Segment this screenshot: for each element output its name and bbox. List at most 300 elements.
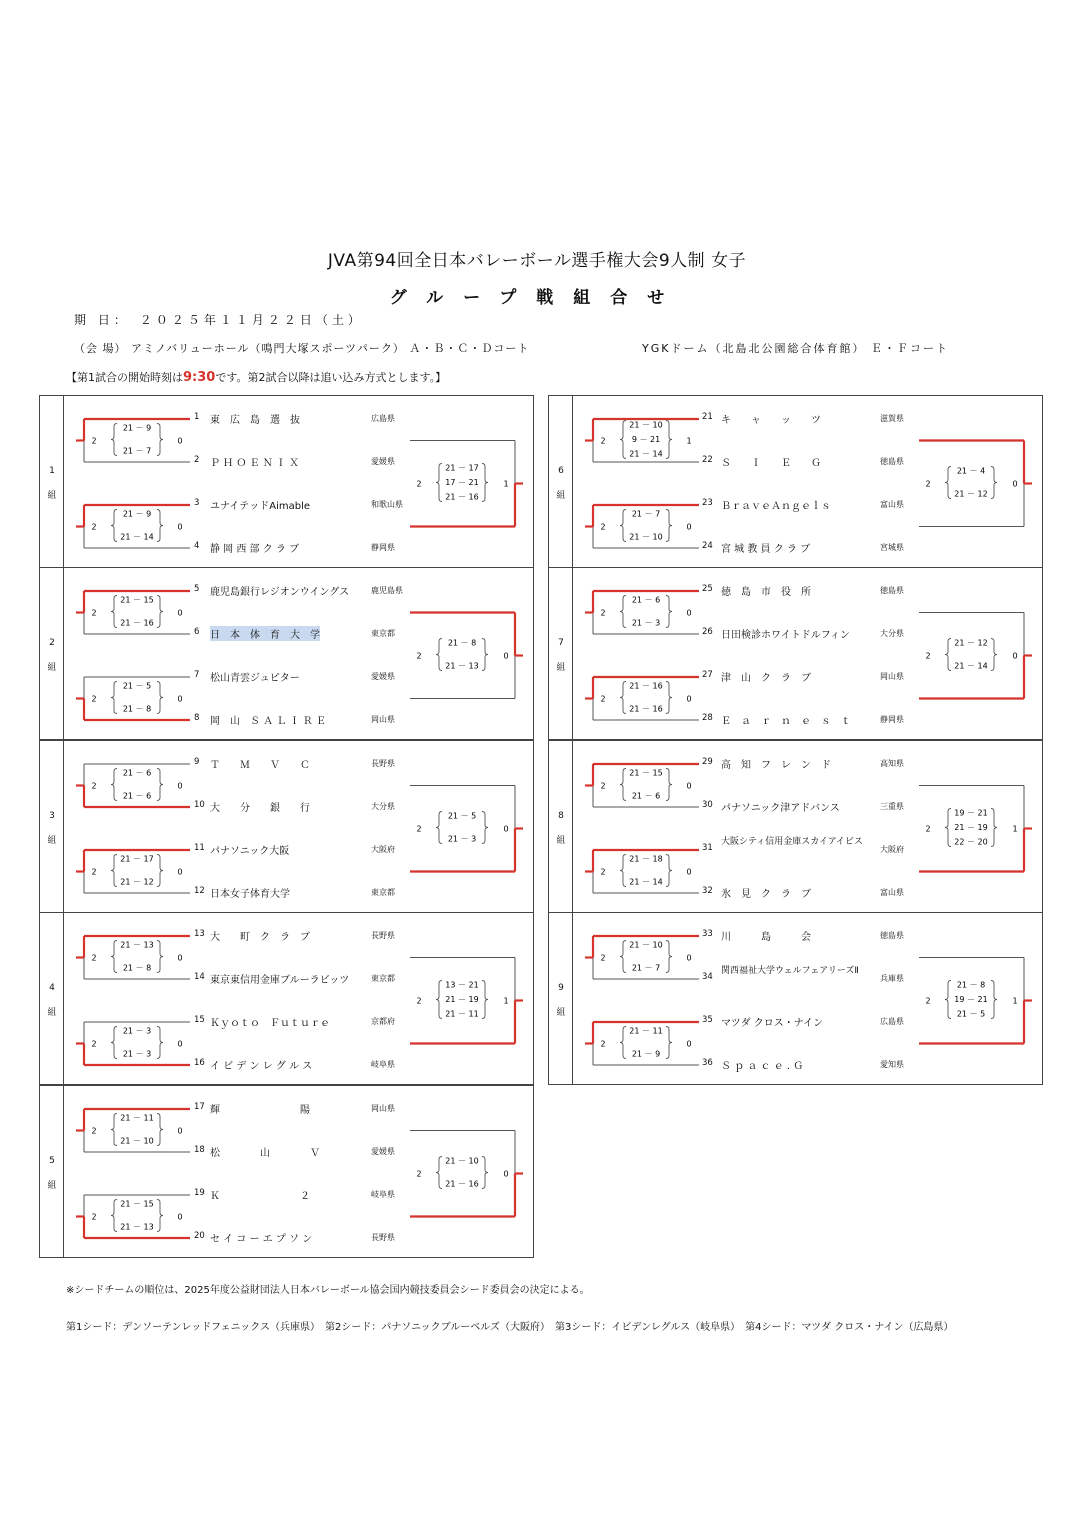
final-sets-upper: 2: [416, 824, 422, 834]
team-name: Ｓ ｐ ａ ｃ ｅ . Ｇ: [721, 1061, 804, 1072]
set-score: 21 － 11: [120, 1113, 154, 1123]
score-brace-right: [157, 855, 163, 887]
group-8: [548, 740, 1043, 913]
score-brace-right: [666, 769, 672, 801]
team-seed-number: 36: [702, 1058, 713, 1068]
score-brace-right: [157, 1200, 163, 1232]
final-sets-upper: 2: [925, 824, 931, 834]
team-name: 日田検診ホワイトドルフィン: [721, 630, 850, 641]
team-name: パナソニック大阪: [210, 846, 290, 857]
team-seed-number: 35: [702, 1015, 713, 1025]
team-seed-number: 8: [194, 713, 200, 723]
set-score: 21 － 9: [631, 1049, 661, 1059]
team-prefecture: 長野県: [371, 1233, 395, 1242]
bracket-lines: [40, 1086, 535, 1259]
team-name: パナソニック津アドバンス: [721, 803, 840, 814]
team-name: ＢｒａｖｅＡｎｇｅｌｓ: [721, 501, 831, 512]
set-score: 21 － 6: [122, 768, 152, 778]
team-prefecture: 広島県: [371, 414, 395, 423]
set-score: 21 － 13: [120, 940, 154, 950]
team-prefecture: 徳島県: [880, 931, 904, 940]
set-score: 21 － 18: [629, 854, 663, 864]
set-score: 21 － 8: [956, 980, 986, 990]
set-score: 21 － 7: [122, 446, 152, 456]
team-name: 大 町 ク ラ ブ: [210, 932, 310, 943]
score-brace-left: [436, 1157, 442, 1189]
group-suffix: 組: [47, 1008, 57, 1018]
score-brace-left: [945, 809, 951, 847]
score-brace-right: [157, 596, 163, 628]
set-score: 21 － 3: [447, 834, 477, 844]
team-prefecture: 静岡県: [880, 715, 904, 724]
team-seed-number: 7: [194, 670, 200, 680]
set-score: 21 － 10: [629, 532, 663, 542]
team-name: 徳 島 市 役 所: [721, 587, 811, 598]
team-name: セ イ コ ー エ プ ソ ン: [210, 1234, 313, 1245]
set-score: 21 － 6: [631, 595, 661, 605]
score-brace-right: [482, 1157, 488, 1189]
score-brace-right: [157, 682, 163, 714]
team-name: 日 本 体 育 大 学: [210, 626, 320, 641]
team-prefecture: 富山県: [880, 500, 904, 509]
team-name: 日本女子体育大学: [210, 889, 290, 900]
score-brace-right: [666, 1027, 672, 1059]
group-number: 4: [49, 983, 55, 993]
group-suffix: 組: [47, 663, 57, 673]
team-prefecture: 徳島県: [880, 586, 904, 595]
score-brace-right: [157, 769, 163, 801]
team-seed-number: 13: [194, 929, 205, 939]
group-2: [39, 567, 534, 740]
score-brace-left: [436, 812, 442, 844]
team-prefecture: 徳島県: [880, 457, 904, 466]
team-prefecture: 鹿児島県: [371, 586, 403, 595]
sets-lost: 0: [686, 694, 692, 704]
set-score: 21 － 9: [122, 423, 152, 433]
sets-won: 2: [91, 522, 97, 532]
start-time-notice: [66, 369, 446, 385]
final-sets-lower: 1: [503, 996, 509, 1006]
team-seed-number: 30: [702, 800, 713, 810]
set-score: 9 － 21: [631, 435, 661, 444]
sets-won: 2: [600, 436, 606, 446]
score-brace-right: [157, 941, 163, 973]
team-prefecture: 岡山県: [371, 715, 395, 724]
set-score: 21 － 15: [120, 1199, 154, 1209]
set-score: 21 － 13: [120, 1222, 154, 1232]
team-seed-number: 27: [702, 670, 713, 680]
group-suffix: 組: [556, 1008, 566, 1018]
bracket-lines: [549, 568, 1044, 741]
score-brace-left: [620, 421, 626, 459]
team-name: 高 知 フ レ ン ド: [721, 760, 831, 771]
score-brace-right: [991, 467, 997, 499]
group-1: [39, 395, 534, 568]
set-score: 21 － 15: [120, 595, 154, 605]
team-seed-number: 3: [194, 498, 200, 508]
score-brace-right: [666, 855, 672, 887]
team-seed-number: 23: [702, 498, 713, 508]
set-score: 21 － 6: [631, 791, 661, 801]
set-score: 21 － 14: [954, 661, 988, 671]
sets-lost: 0: [686, 1039, 692, 1049]
score-brace-left: [111, 1200, 117, 1232]
group-6: [548, 395, 1043, 568]
team-name: Ｅ ａ ｒ ｎ ｅ ｓ ｔ: [721, 716, 851, 727]
score-brace-left: [111, 1027, 117, 1059]
start-time: 9:30: [183, 370, 216, 385]
score-brace-right: [991, 981, 997, 1019]
sets-lost: 1: [686, 436, 692, 446]
team-seed-number: 4: [194, 541, 200, 551]
bracket-lines: [40, 741, 535, 914]
set-score: 21 － 5: [122, 681, 152, 691]
set-score: 21 － 8: [447, 638, 477, 648]
sets-won: 2: [600, 781, 606, 791]
score-brace-left: [436, 464, 442, 502]
final-sets-lower: 0: [503, 824, 509, 834]
set-score: 21 － 17: [120, 854, 154, 864]
sets-lost: 0: [177, 1039, 183, 1049]
sets-lost: 0: [177, 1126, 183, 1136]
score-brace-right: [157, 1027, 163, 1059]
team-seed-number: 9: [194, 757, 200, 767]
sets-won: 2: [91, 436, 97, 446]
set-score: 21 － 5: [956, 1009, 986, 1019]
group-suffix: 組: [47, 491, 57, 501]
sets-lost: 0: [686, 522, 692, 532]
set-score: 19 － 21: [954, 808, 988, 818]
group-number: 1: [49, 466, 55, 476]
final-sets-lower: 0: [1012, 479, 1018, 489]
team-seed-number: 12: [194, 886, 205, 896]
set-score: 21 － 10: [629, 940, 663, 950]
sets-lost: 0: [686, 608, 692, 618]
team-prefecture: 大分県: [880, 629, 904, 638]
team-prefecture: 岐阜県: [371, 1060, 395, 1069]
team-name: 宮 城 教 員 ク ラ ブ: [721, 544, 811, 555]
notice-pre: 【第1試合の開始時刻は: [66, 371, 183, 384]
final-sets-upper: 2: [925, 996, 931, 1006]
final-sets-lower: 0: [1012, 651, 1018, 661]
sets-won: 2: [91, 1039, 97, 1049]
team-prefecture: 岐阜県: [371, 1190, 395, 1199]
sets-won: 2: [600, 867, 606, 877]
score-brace-right: [482, 639, 488, 671]
score-brace-left: [945, 981, 951, 1019]
team-seed-number: 10: [194, 800, 205, 810]
team-name: 氷 見 ク ラ ブ: [721, 889, 811, 900]
set-score: 21 － 8: [122, 704, 152, 714]
set-score: 21 － 10: [120, 1136, 154, 1146]
score-brace-left: [111, 1114, 117, 1146]
score-brace-right: [991, 639, 997, 671]
score-brace-left: [111, 596, 117, 628]
team-name: ユナイテッドAimable: [210, 501, 311, 512]
final-sets-lower: 1: [503, 479, 509, 489]
team-prefecture: 宮城県: [880, 543, 904, 552]
score-brace-left: [620, 682, 626, 714]
group-suffix: 組: [556, 491, 566, 501]
group-number: 8: [558, 811, 564, 821]
team-seed-number: 28: [702, 713, 713, 723]
group-9: [548, 912, 1043, 1085]
set-score: 21 － 16: [445, 1179, 479, 1189]
group-4: [39, 912, 534, 1085]
group-suffix: 組: [47, 836, 57, 846]
sets-lost: 0: [177, 953, 183, 963]
team-prefecture: 愛媛県: [371, 457, 395, 466]
set-score: 21 － 19: [954, 823, 988, 832]
group-number: 3: [49, 811, 55, 821]
bracket-lines: [40, 913, 535, 1086]
team-prefecture: 岡山県: [880, 672, 904, 681]
team-seed-number: 20: [194, 1231, 205, 1241]
final-sets-upper: 2: [416, 651, 422, 661]
event-date: 期 日： ２０２５年１１月２２日（土）: [74, 313, 364, 327]
group-suffix: 組: [556, 836, 566, 846]
score-brace-left: [620, 596, 626, 628]
team-name: 東京東信用金庫ブルーラビッツ: [210, 975, 350, 986]
score-brace-right: [482, 812, 488, 844]
set-score: 21 － 6: [122, 791, 152, 801]
score-brace-left: [945, 467, 951, 499]
venue-left: （会 場） アミノバリューホール（鳴門大塚スポーツパーク） Ａ・Ｂ・Ｃ・Ｄコート: [74, 342, 530, 355]
final-sets-upper: 2: [416, 479, 422, 489]
set-score: 21 － 3: [122, 1026, 152, 1036]
team-name: 大 分 銀 行: [210, 803, 310, 814]
team-name: Ｐ Ｈ Ｏ Ｅ Ｎ Ｉ Ｘ: [210, 458, 300, 469]
team-name: マツダ クロス・ナイン: [721, 1018, 824, 1029]
bracket-lines: [549, 396, 1044, 569]
final-sets-lower: 0: [503, 1169, 509, 1179]
team-name: 輝 陽: [210, 1105, 310, 1116]
team-seed-number: 32: [702, 886, 713, 896]
set-score: 21 － 3: [122, 1049, 152, 1059]
team-prefecture: 高知県: [880, 759, 904, 768]
bracket-lines: [40, 568, 535, 741]
set-score: 21 － 16: [120, 618, 154, 628]
seed-note: ※シードチームの順位は、2025年度公益財団法人日本バレーボール協会国内競技委員会シード委員会の決定による。: [66, 1285, 590, 1296]
team-prefecture: 愛媛県: [371, 1147, 395, 1156]
team-name: 静 岡 西 部 ク ラ ブ: [210, 544, 300, 555]
group-number: 7: [558, 638, 564, 648]
set-score: 21 － 13: [445, 661, 479, 671]
team-prefecture: 長野県: [371, 931, 395, 940]
team-seed-number: 1: [194, 412, 200, 422]
team-prefecture: 広島県: [880, 1017, 904, 1026]
team-name: 松 山 Ｖ: [210, 1148, 320, 1159]
set-score: 21 － 14: [629, 449, 663, 459]
group-suffix: 組: [556, 663, 566, 673]
set-score: 21 － 9: [122, 509, 152, 519]
group-number: 6: [558, 466, 564, 476]
team-prefecture: 東京都: [371, 974, 395, 983]
team-name: Ｋ ２: [210, 1191, 310, 1202]
team-seed-number: 6: [194, 627, 200, 637]
team-prefecture: 富山県: [880, 888, 904, 897]
set-score: 21 － 7: [631, 509, 661, 519]
set-score: 21 － 14: [629, 877, 663, 887]
set-score: 13 － 21: [445, 980, 479, 990]
score-brace-right: [666, 682, 672, 714]
score-brace-right: [482, 464, 488, 502]
sets-won: 2: [91, 1126, 97, 1136]
team-name: 岡 山 Ｓ Ａ Ｌ Ｉ Ｒ Ｅ: [210, 716, 326, 727]
score-brace-left: [620, 769, 626, 801]
set-score: 21 － 11: [629, 1026, 663, 1036]
score-brace-left: [620, 855, 626, 887]
team-seed-number: 24: [702, 541, 713, 551]
team-seed-number: 16: [194, 1058, 205, 1068]
team-prefecture: 三重県: [880, 802, 904, 811]
final-sets-upper: 2: [416, 1169, 422, 1179]
sets-won: 2: [600, 1039, 606, 1049]
notice-post: です。第2試合以降は追い込み方式とします。】: [215, 371, 447, 384]
final-sets-upper: 2: [416, 996, 422, 1006]
team-prefecture: 兵庫県: [880, 974, 904, 983]
team-prefecture: 愛知県: [880, 1060, 904, 1069]
score-brace-right: [666, 421, 672, 459]
seed-list: 第1シード：デンソーテンレッドフェニックス（兵庫県） 第2シード：パナソニックブルーベルズ（大阪府） 第3シード：イビデンレグルス（岐阜県） 第4シード：マツダ クロス・ナイン（広島県）: [66, 1322, 954, 1333]
team-seed-number: 15: [194, 1015, 205, 1025]
score-brace-right: [482, 981, 488, 1019]
team-prefecture: 東京都: [371, 888, 395, 897]
set-score: 21 － 12: [954, 638, 988, 648]
team-name: キ ャ ッ ツ: [721, 415, 821, 426]
team-name: 鹿児島銀行レジオンウイングス: [210, 587, 350, 598]
team-seed-number: 21: [702, 412, 713, 422]
sets-won: 2: [600, 953, 606, 963]
team-prefecture: 和歌山県: [371, 500, 403, 509]
sets-won: 2: [600, 694, 606, 704]
sets-won: 2: [91, 694, 97, 704]
team-name: 関西福祉大学ウェルフェアリーズⅡ: [721, 966, 859, 976]
score-brace-left: [436, 639, 442, 671]
team-seed-number: 26: [702, 627, 713, 637]
sets-won: 2: [91, 867, 97, 877]
score-brace-right: [157, 1114, 163, 1146]
final-sets-lower: 0: [503, 651, 509, 661]
team-prefecture: 長野県: [371, 759, 395, 768]
final-sets-upper: 2: [925, 651, 931, 661]
set-score: 21 － 14: [120, 532, 154, 542]
score-brace-left: [620, 1027, 626, 1059]
team-prefecture: 大阪府: [880, 845, 904, 854]
final-sets-lower: 1: [1012, 824, 1018, 834]
sets-lost: 0: [686, 781, 692, 791]
group-number: 9: [558, 983, 564, 993]
team-name: 松山青雲ジュピター: [210, 673, 300, 684]
score-brace-left: [111, 424, 117, 456]
score-brace-right: [666, 510, 672, 542]
set-score: 21 － 10: [445, 1156, 479, 1166]
set-score: 21 － 8: [122, 963, 152, 973]
set-score: 21 － 16: [445, 492, 479, 502]
group-suffix: 組: [47, 1181, 57, 1191]
set-score: 21 － 7: [631, 963, 661, 973]
page-subtitle: グループ戦組合せ: [389, 288, 685, 308]
team-seed-number: 33: [702, 929, 713, 939]
set-score: 21 － 4: [956, 466, 986, 476]
sets-won: 2: [91, 1212, 97, 1222]
score-brace-right: [157, 424, 163, 456]
set-score: 21 － 3: [631, 618, 661, 628]
score-brace-left: [111, 855, 117, 887]
team-name: 東 広 島 選 抜: [210, 415, 300, 426]
bracket-lines: [549, 741, 1044, 914]
sets-won: 2: [91, 781, 97, 791]
group-number: 5: [49, 1156, 55, 1166]
team-prefecture: 静岡県: [371, 543, 395, 552]
group-5: [39, 1085, 534, 1258]
team-name: イ ビ デ ン レ グ ル ス: [210, 1061, 313, 1072]
sets-won: 2: [91, 608, 97, 618]
team-name: Ｓ Ｉ Ｅ Ｇ: [721, 458, 821, 469]
sets-lost: 0: [177, 608, 183, 618]
set-score: 21 － 16: [629, 704, 663, 714]
team-prefecture: 岡山県: [371, 1104, 395, 1113]
team-name: Ｔ Ｍ Ｖ Ｃ: [210, 760, 310, 771]
sets-lost: 0: [686, 953, 692, 963]
sets-lost: 0: [177, 436, 183, 446]
sets-lost: 0: [177, 522, 183, 532]
score-brace-left: [111, 941, 117, 973]
score-brace-right: [157, 510, 163, 542]
group-7: [548, 567, 1043, 740]
sets-lost: 0: [177, 694, 183, 704]
venue-right: YGKドーム（北島北公園総合体育館） Ｅ・Ｆコート: [642, 342, 949, 355]
team-name: 川 島 会: [721, 932, 811, 943]
team-name: 津 山 ク ラ ブ: [721, 673, 811, 684]
team-seed-number: 25: [702, 584, 713, 594]
score-brace-left: [111, 510, 117, 542]
sets-lost: 0: [177, 1212, 183, 1222]
sets-won: 2: [91, 953, 97, 963]
sets-won: 2: [600, 608, 606, 618]
team-seed-number: 5: [194, 584, 200, 594]
set-score: 21 － 15: [629, 768, 663, 778]
team-name: Ｋｙｏｔｏ Ｆｕｔｕｒｅ: [210, 1018, 330, 1029]
set-score: 21 － 19: [445, 995, 479, 1004]
set-score: 17 － 21: [445, 478, 479, 487]
final-sets-upper: 2: [925, 479, 931, 489]
team-seed-number: 14: [194, 972, 205, 982]
set-score: 21 － 10: [629, 420, 663, 430]
team-prefecture: 滋賀県: [880, 414, 904, 423]
page-title: JVA第94回全日本バレーボール選手権大会9人制 女子: [327, 251, 747, 271]
bracket-lines: [40, 396, 535, 569]
team-seed-number: 31: [702, 843, 713, 853]
team-seed-number: 2: [194, 455, 200, 465]
team-seed-number: 11: [194, 843, 205, 853]
set-score: 21 － 12: [120, 877, 154, 887]
score-brace-right: [991, 809, 997, 847]
team-prefecture: 大阪府: [371, 845, 395, 854]
score-brace-left: [436, 981, 442, 1019]
bracket-lines: [549, 913, 1044, 1086]
sets-won: 2: [600, 522, 606, 532]
set-score: 21 － 17: [445, 463, 479, 473]
set-score: 21 － 5: [447, 811, 477, 821]
team-name: 大阪シティ信用金庫スカイアイビス: [721, 837, 863, 847]
sets-lost: 0: [686, 867, 692, 877]
score-brace-right: [666, 941, 672, 973]
set-score: 21 － 11: [445, 1009, 479, 1019]
score-brace-right: [666, 596, 672, 628]
set-score: 19 － 21: [954, 995, 988, 1004]
team-prefecture: 京都府: [371, 1017, 395, 1026]
